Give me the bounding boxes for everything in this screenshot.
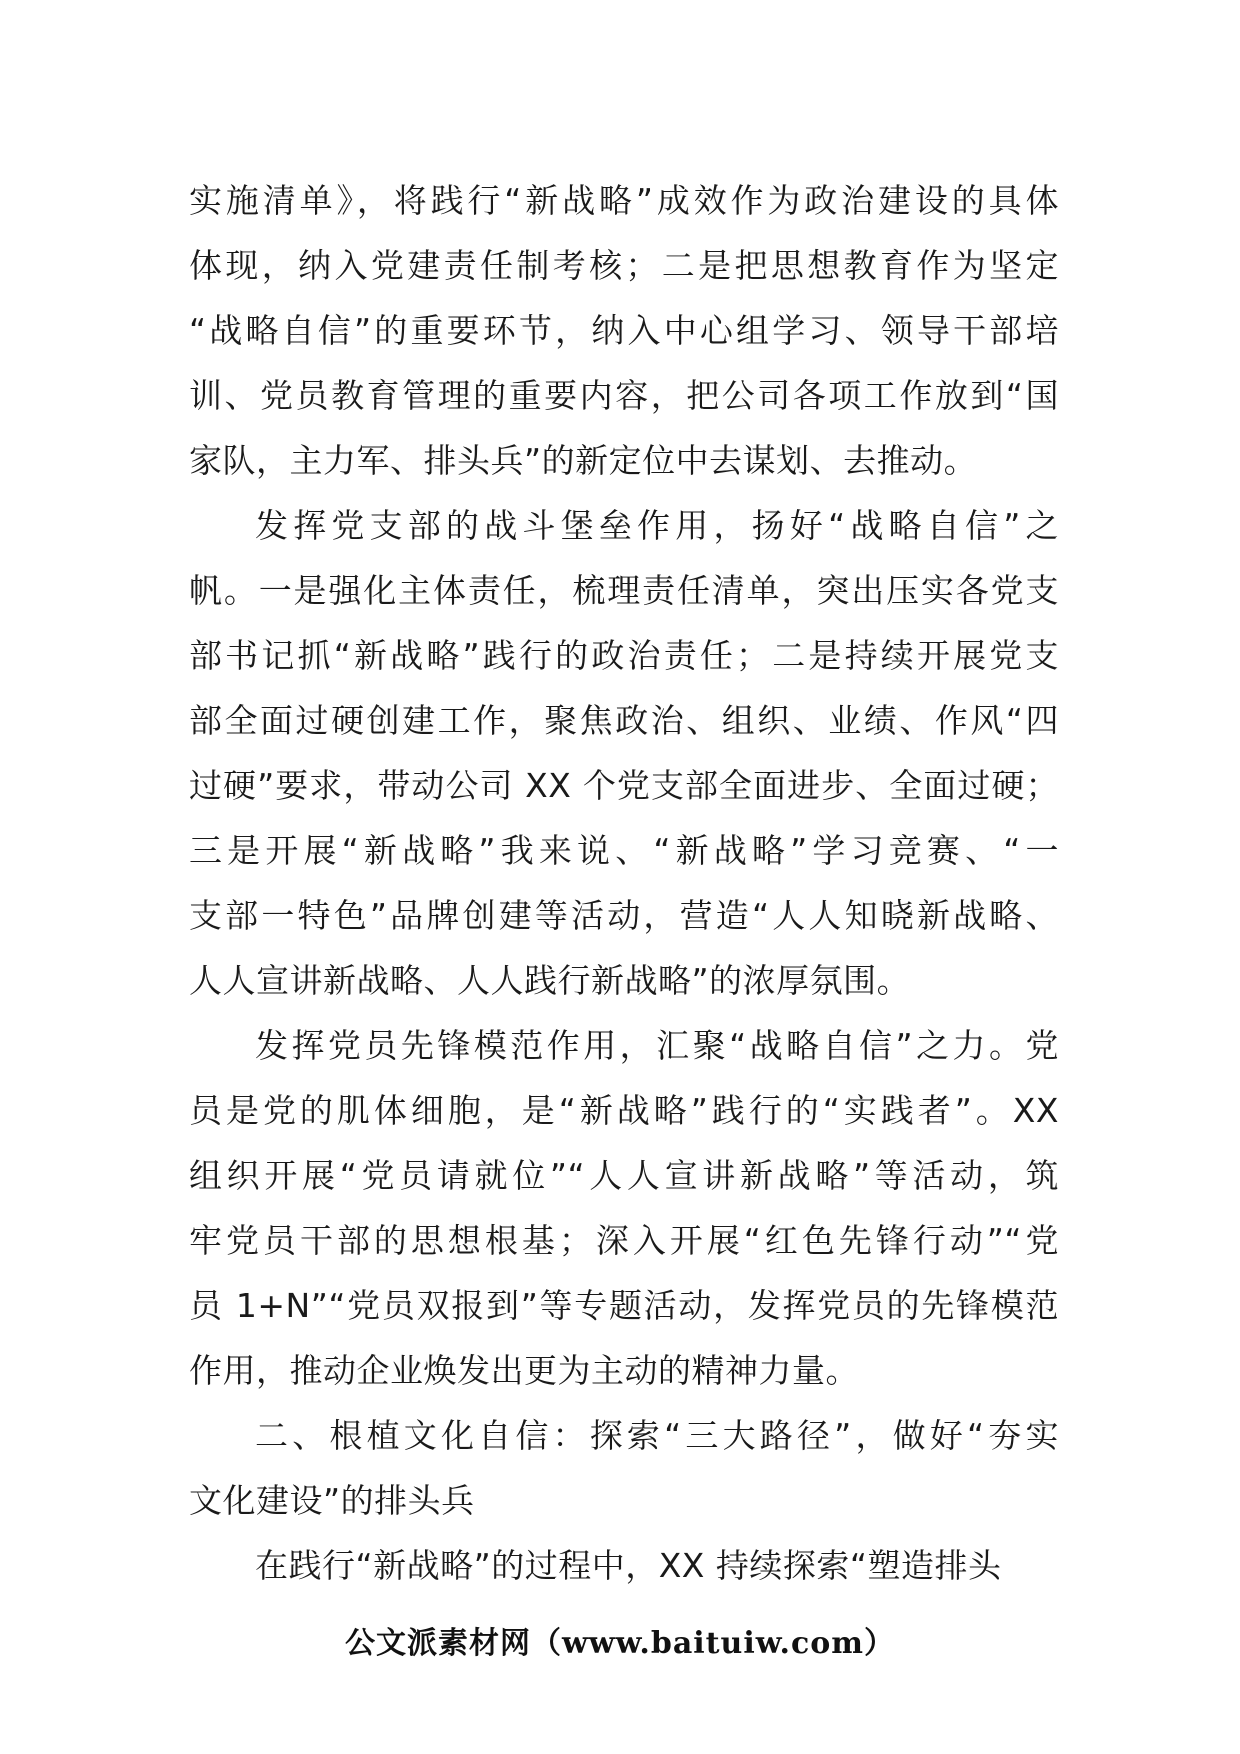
text-line: 作用，推动企业焕发出更为主动的精神力量。	[189, 1351, 859, 1390]
text-line: 在践行“新战略”的过程中，XX 持续探索“塑造排头	[255, 1546, 1002, 1585]
text-line: 文化建设”的排头兵	[189, 1481, 475, 1520]
paragraph-p5	[189, 1533, 1059, 1598]
text-line: 体现，纳入党建责任制考核；二是把思想教育作为坚定	[189, 246, 1059, 285]
text-line: “战略自信”的重要环节，纳入中心组学习、领导干部培	[189, 311, 1059, 350]
document-body	[189, 168, 1059, 1598]
text-line: 员 1+N”“党员双报到”等专题活动，发挥党员的先锋模范	[189, 1286, 1059, 1325]
text-line: 支部一特色”品牌创建等活动，营造“人人知晓新战略、	[189, 896, 1059, 935]
text-line: 过硬”要求，带动公司 XX 个党支部全面进步、全面过硬；	[189, 766, 1059, 805]
text-line: 家队，主力军、排头兵”的新定位中去谋划、去推动。	[189, 441, 978, 480]
text-line: 实施清单》，将践行“新战略”成效作为政治建设的具体	[189, 181, 1059, 220]
text-line: 组织开展“党员请就位”“人人宣讲新战略”等活动，筑	[189, 1156, 1059, 1195]
text-line: 人人宣讲新战略、人人践行新战略”的浓厚氛围。	[189, 961, 911, 1000]
paragraph-p2	[189, 493, 1059, 1013]
text-line: 部全面过硬创建工作，聚焦政治、组织、业绩、作风“四	[189, 701, 1059, 740]
footer-watermark: 公文派素材网（www.baituiw.com）	[344, 1626, 896, 1661]
paragraph-p4	[189, 1403, 1059, 1533]
text-line: 二、根植文化自信：探索“三大路径”，做好“夯实	[255, 1416, 1059, 1455]
text-line: 发挥党支部的战斗堡垒作用，扬好“战略自信”之	[255, 506, 1059, 545]
paragraph-p3	[189, 1013, 1059, 1403]
text-line: 牢党员干部的思想根基；深入开展“红色先锋行动”“党	[189, 1221, 1059, 1260]
text-line: 部书记抓“新战略”践行的政治责任；二是持续开展党支	[189, 636, 1059, 675]
text-line: 发挥党员先锋模范作用，汇聚“战略自信”之力。党	[255, 1026, 1059, 1065]
text-line: 三是开展“新战略”我来说、“新战略”学习竞赛、“一	[189, 831, 1059, 870]
paragraph-p1	[189, 168, 1059, 493]
text-line: 帆。一是强化主体责任，梳理责任清单，突出压实各党支	[189, 571, 1059, 610]
text-line: 员是党的肌体细胞，是“新战略”践行的“实践者”。XX	[189, 1091, 1059, 1130]
text-line: 训、党员教育管理的重要内容，把公司各项工作放到“国	[189, 376, 1059, 415]
